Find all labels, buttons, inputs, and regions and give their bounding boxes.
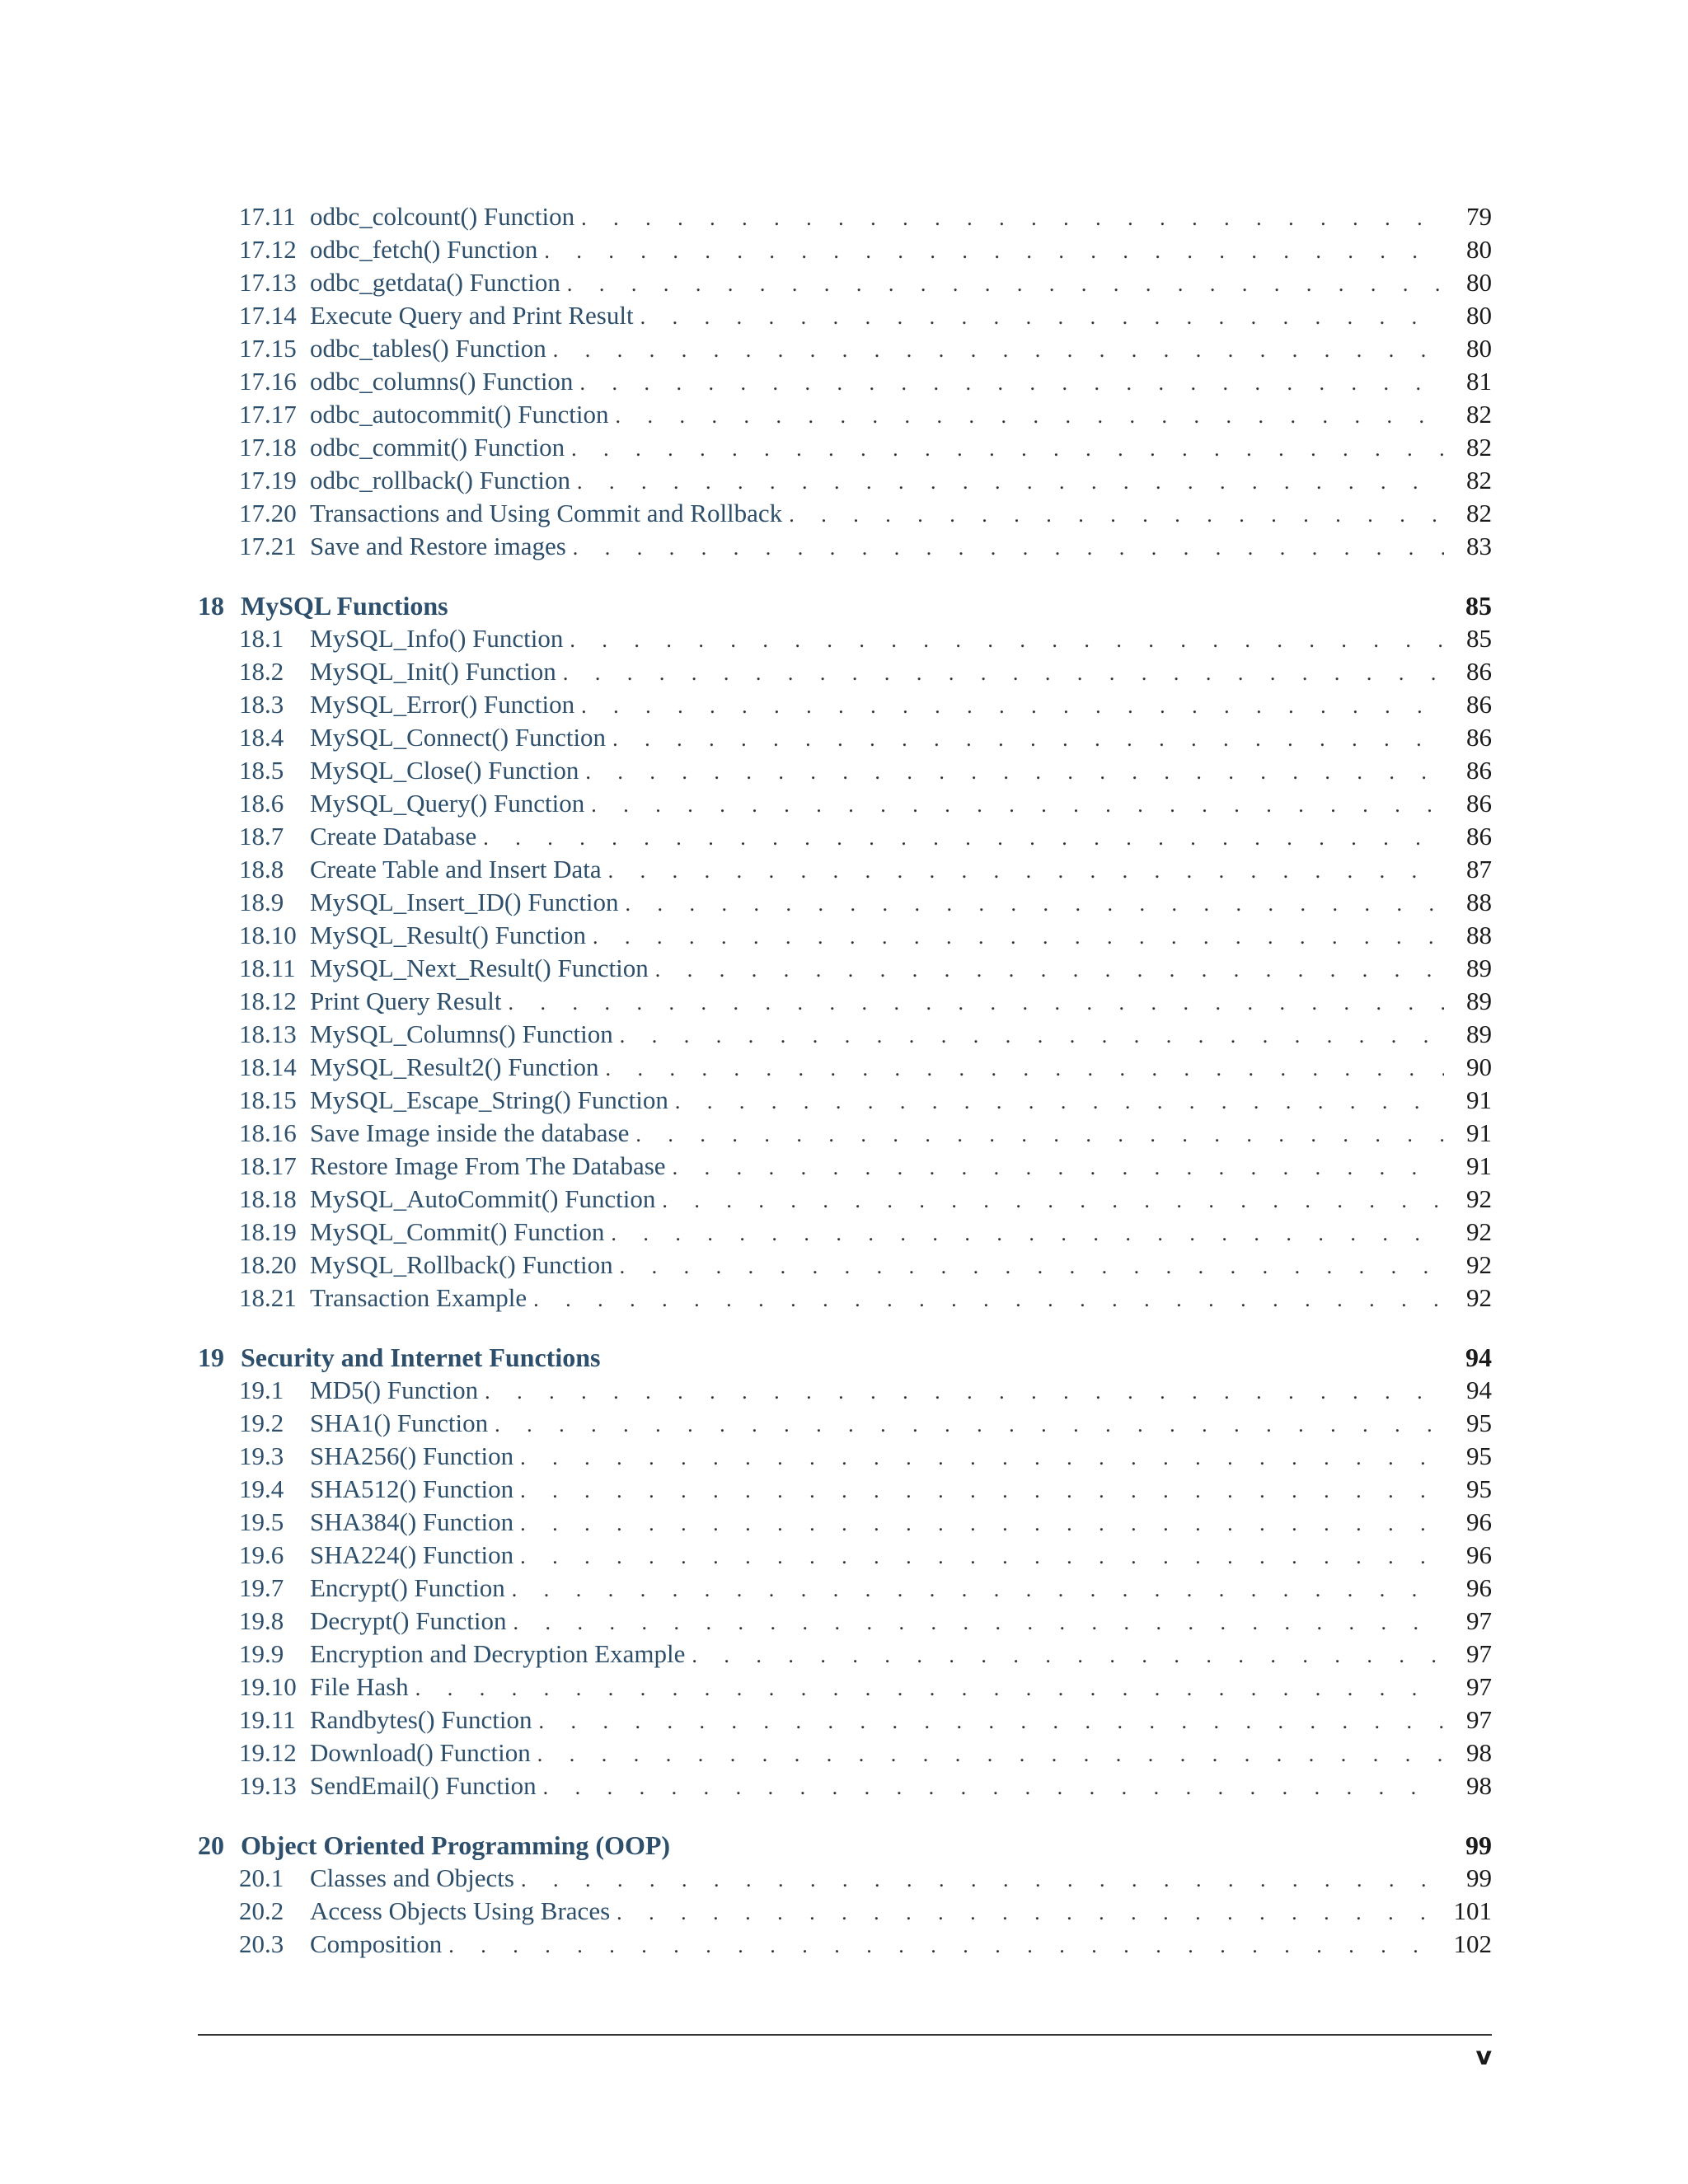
toc-entry-number[interactable]: 18.20 bbox=[239, 1250, 297, 1279]
toc-entry-number[interactable]: 19.3 bbox=[239, 1441, 284, 1470]
toc-section-entry[interactable] bbox=[198, 655, 1492, 688]
toc-dot-leader bbox=[553, 334, 1444, 367]
toc-entry-page: 83 bbox=[1466, 532, 1492, 560]
toc-dot-leader bbox=[533, 1283, 1444, 1316]
toc-entry-page: 92 bbox=[1466, 1184, 1492, 1213]
toc-section-entry[interactable] bbox=[198, 1769, 1492, 1802]
toc-entry-number[interactable]: 17.21 bbox=[239, 532, 297, 560]
toc-entry-page: 92 bbox=[1466, 1217, 1492, 1246]
toc-entry-number[interactable]: 19.6 bbox=[239, 1540, 284, 1569]
toc-entry-page: 79 bbox=[1466, 202, 1492, 231]
toc-entry-title[interactable]: odbc_commit() Function bbox=[310, 433, 565, 462]
toc-dot-leader bbox=[579, 367, 1444, 400]
toc-entry-page: 97 bbox=[1466, 1672, 1492, 1701]
toc-section-entry[interactable] bbox=[198, 1605, 1492, 1638]
toc-section-entry[interactable] bbox=[198, 1928, 1492, 1961]
toc-section-entry[interactable] bbox=[198, 1862, 1492, 1895]
toc-section-entry[interactable] bbox=[198, 952, 1492, 985]
toc-entry-page: 101 bbox=[1453, 1896, 1492, 1925]
toc-entry-title[interactable]: MySQL_Next_Result() Function bbox=[310, 954, 649, 982]
toc-entry-title[interactable]: odbc_tables() Function bbox=[310, 334, 546, 363]
toc-dot-leader bbox=[563, 657, 1444, 690]
toc-dot-leader bbox=[585, 756, 1444, 789]
toc-entry-number[interactable]: 19.9 bbox=[239, 1639, 284, 1668]
toc-entry-number[interactable]: 18.19 bbox=[239, 1217, 297, 1246]
toc-dot-leader bbox=[581, 202, 1444, 235]
toc-entry-title[interactable]: Security and Internet Functions bbox=[241, 1343, 601, 1372]
toc-entry-page: 91 bbox=[1466, 1085, 1492, 1114]
toc-dot-leader bbox=[567, 268, 1444, 301]
toc-entry-number[interactable]: 17.18 bbox=[239, 433, 297, 462]
toc-entry-number[interactable]: 18.18 bbox=[239, 1184, 297, 1213]
toc-dot-leader bbox=[611, 1217, 1444, 1250]
toc-entry-number[interactable]: 18.13 bbox=[239, 1019, 297, 1048]
toc-entry-title[interactable]: odbc_getdata() Function bbox=[310, 268, 560, 297]
toc-entry-number[interactable]: 17.16 bbox=[239, 367, 297, 396]
toc-entry-number[interactable]: 17.15 bbox=[239, 334, 297, 363]
toc-entry-number[interactable]: 18.21 bbox=[239, 1283, 297, 1312]
toc-entry-title[interactable]: odbc_colcount() Function bbox=[310, 202, 575, 231]
toc-entry-page: 88 bbox=[1466, 888, 1492, 916]
toc-entry-page: 91 bbox=[1466, 1151, 1492, 1180]
toc-entry-page: 99 bbox=[1466, 1863, 1492, 1892]
table-of-contents bbox=[198, 200, 1492, 1961]
toc-entry-page: 102 bbox=[1453, 1929, 1492, 1958]
toc-entry-number[interactable]: 20.3 bbox=[239, 1929, 284, 1958]
toc-section-entry[interactable] bbox=[198, 1117, 1492, 1150]
toc-section-entry[interactable] bbox=[198, 530, 1492, 563]
toc-entry-title[interactable]: Save and Restore images bbox=[310, 532, 566, 560]
toc-entry-page: 82 bbox=[1466, 433, 1492, 462]
toc-entry-page: 86 bbox=[1466, 657, 1492, 686]
toc-dot-leader bbox=[520, 1540, 1444, 1573]
toc-entry-number[interactable]: 20.1 bbox=[239, 1863, 284, 1892]
toc-entry-page: 80 bbox=[1466, 268, 1492, 297]
toc-entry-title[interactable]: SHA1() Function bbox=[310, 1408, 489, 1437]
toc-entry-page: 95 bbox=[1466, 1408, 1492, 1437]
toc-dot-leader bbox=[539, 1705, 1445, 1738]
toc-entry-page: 86 bbox=[1466, 822, 1492, 851]
toc-section-entry[interactable] bbox=[198, 1638, 1492, 1671]
toc-dot-leader bbox=[521, 1863, 1444, 1896]
toc-entry-page: 92 bbox=[1466, 1283, 1492, 1312]
toc-entry-page: 97 bbox=[1466, 1705, 1492, 1734]
toc-entry-page: 96 bbox=[1466, 1540, 1492, 1569]
toc-entry-number[interactable]: 18.8 bbox=[239, 855, 284, 883]
toc-section-entry[interactable] bbox=[198, 1183, 1492, 1216]
toc-entry-page: 88 bbox=[1466, 921, 1492, 949]
toc-entry-title[interactable]: Download() Function bbox=[310, 1738, 531, 1767]
toc-dot-leader bbox=[571, 433, 1444, 466]
toc-entry-page: 80 bbox=[1466, 235, 1492, 264]
toc-entry-number[interactable]: 18.7 bbox=[239, 822, 284, 851]
toc-dot-leader bbox=[520, 1474, 1444, 1507]
toc-section-entry[interactable] bbox=[198, 1440, 1492, 1473]
toc-entry-title[interactable]: MySQL_Insert_ID() Function bbox=[310, 888, 619, 916]
toc-dot-leader bbox=[608, 855, 1444, 888]
toc-entry-title[interactable]: odbc_fetch() Function bbox=[310, 235, 538, 264]
toc-dot-leader bbox=[448, 1929, 1444, 1962]
toc-section-entry[interactable] bbox=[198, 1539, 1492, 1572]
toc-entry-page: 81 bbox=[1466, 367, 1492, 396]
toc-dot-leader bbox=[512, 1573, 1444, 1606]
toc-entry-number[interactable]: 18.10 bbox=[239, 921, 297, 949]
toc-entry-page: 95 bbox=[1466, 1441, 1492, 1470]
toc-entry-page: 86 bbox=[1466, 723, 1492, 752]
toc-entry-title[interactable]: Access Objects Using Braces bbox=[310, 1896, 611, 1925]
toc-entry-number[interactable]: 20.2 bbox=[239, 1896, 284, 1925]
toc-entry-page: 80 bbox=[1466, 301, 1492, 330]
toc-entry-number[interactable]: 19.13 bbox=[239, 1771, 297, 1800]
toc-section-entry[interactable] bbox=[198, 1736, 1492, 1769]
toc-entry-title[interactable]: Composition bbox=[310, 1929, 443, 1958]
toc-entry-title[interactable]: Transaction Example bbox=[310, 1283, 528, 1312]
toc-entry-title[interactable]: Object Oriented Programming (OOP) bbox=[241, 1830, 671, 1860]
toc-section-entry[interactable] bbox=[198, 266, 1492, 299]
toc-entry-number[interactable]: 19.12 bbox=[239, 1738, 297, 1767]
toc-entry-number[interactable]: 18.15 bbox=[239, 1085, 297, 1114]
toc-entry-title[interactable]: Execute Query and Print Result bbox=[310, 301, 634, 330]
toc-section-entry[interactable] bbox=[198, 299, 1492, 332]
toc-entry-page: 82 bbox=[1466, 499, 1492, 527]
toc-section-entry[interactable] bbox=[198, 1249, 1492, 1282]
toc-entry-title[interactable]: Print Query Result bbox=[310, 987, 502, 1015]
toc-entry-title[interactable]: odbc_autocommit() Function bbox=[310, 400, 609, 429]
toc-entry-page: 97 bbox=[1466, 1639, 1492, 1668]
toc-entry-title[interactable]: MySQL_Result() Function bbox=[310, 921, 586, 949]
toc-entry-page: 96 bbox=[1466, 1507, 1492, 1536]
toc-entry-page: 92 bbox=[1466, 1250, 1492, 1279]
toc-entry-number[interactable]: 18.2 bbox=[239, 657, 284, 686]
toc-entry-title[interactable]: SHA512() Function bbox=[310, 1474, 514, 1503]
toc-section-entry[interactable] bbox=[198, 1572, 1492, 1605]
toc-dot-leader bbox=[570, 624, 1444, 657]
toc-entry-page: 86 bbox=[1466, 690, 1492, 719]
toc-entry-page: 91 bbox=[1466, 1118, 1492, 1147]
toc-entry-title[interactable]: Classes and Objects bbox=[310, 1863, 514, 1892]
toc-entry-number[interactable]: 19.10 bbox=[239, 1672, 297, 1701]
toc-entry-number[interactable]: 18.3 bbox=[239, 690, 284, 719]
toc-entry-number[interactable]: 18.16 bbox=[239, 1118, 297, 1147]
toc-dot-leader bbox=[692, 1639, 1444, 1672]
toc-entry-title[interactable]: Decrypt() Function bbox=[310, 1606, 507, 1635]
toc-chapter-entry[interactable] bbox=[198, 1341, 1492, 1374]
toc-entry-number[interactable]: 17.17 bbox=[239, 400, 297, 429]
toc-section-entry[interactable] bbox=[198, 985, 1492, 1018]
toc-section-entry[interactable] bbox=[198, 1473, 1492, 1506]
toc-entry-number[interactable]: 18.12 bbox=[239, 987, 297, 1015]
toc-section-entry[interactable] bbox=[198, 497, 1492, 530]
toc-section-entry[interactable] bbox=[198, 1704, 1492, 1736]
toc-section-entry[interactable] bbox=[198, 919, 1492, 952]
toc-entry-title[interactable]: MD5() Function bbox=[310, 1376, 479, 1404]
toc-entry-number[interactable]: 19.1 bbox=[239, 1376, 284, 1404]
toc-dot-leader bbox=[415, 1672, 1444, 1705]
toc-entry-number[interactable]: 19.11 bbox=[239, 1705, 296, 1734]
toc-section-entry[interactable] bbox=[198, 398, 1492, 431]
toc-entry-title[interactable]: SHA256() Function bbox=[310, 1441, 514, 1470]
toc-dot-leader bbox=[612, 723, 1444, 756]
toc-entry-title[interactable]: SHA224() Function bbox=[310, 1540, 514, 1569]
toc-chapter-entry[interactable] bbox=[198, 589, 1492, 622]
toc-section-entry[interactable] bbox=[198, 1282, 1492, 1315]
toc-dot-leader bbox=[635, 1118, 1444, 1151]
toc-entry-title[interactable]: Transactions and Using Commit and Rollback bbox=[310, 499, 783, 527]
toc-entry-title[interactable]: Create Database bbox=[310, 822, 477, 851]
toc-entry-number[interactable]: 17.20 bbox=[239, 499, 297, 527]
toc-entry-title[interactable]: SHA384() Function bbox=[310, 1507, 514, 1536]
toc-entry-title[interactable]: MySQL Functions bbox=[241, 591, 448, 621]
toc-dot-leader bbox=[581, 690, 1444, 723]
toc-entry-number[interactable]: 18.14 bbox=[239, 1052, 297, 1081]
toc-entry-page: 89 bbox=[1466, 987, 1492, 1015]
toc-entry-page: 94 bbox=[1466, 1376, 1492, 1404]
toc-entry-page: 86 bbox=[1466, 756, 1492, 785]
toc-entry-title[interactable]: MySQL_Commit() Function bbox=[310, 1217, 605, 1246]
toc-entry-number[interactable]: 18.1 bbox=[239, 624, 284, 653]
toc-entry-number[interactable]: 19.4 bbox=[239, 1474, 284, 1503]
toc-entry-title[interactable]: Encryption and Decryption Example bbox=[310, 1639, 686, 1668]
toc-section-entry[interactable] bbox=[198, 853, 1492, 886]
toc-entry-title[interactable]: odbc_columns() Function bbox=[310, 367, 574, 396]
toc-dot-leader bbox=[662, 1184, 1444, 1217]
toc-entry-page: 87 bbox=[1466, 855, 1492, 883]
toc-chapter-entry[interactable] bbox=[198, 1829, 1492, 1862]
toc-entry-number[interactable]: 17.19 bbox=[239, 466, 297, 494]
toc-entry-page: 85 bbox=[1465, 591, 1492, 621]
toc-dot-leader bbox=[673, 1151, 1444, 1184]
toc-entry-page: 90 bbox=[1466, 1052, 1492, 1081]
toc-dot-leader bbox=[620, 1250, 1444, 1283]
toc-dot-leader bbox=[495, 1408, 1444, 1441]
toc-entry-title[interactable]: MySQL_Info() Function bbox=[310, 624, 564, 653]
toc-entry-page: 96 bbox=[1466, 1573, 1492, 1602]
toc-dot-leader bbox=[605, 1052, 1444, 1085]
toc-entry-title[interactable]: Randbytes() Function bbox=[310, 1705, 532, 1734]
toc-section-entry[interactable] bbox=[198, 365, 1492, 398]
toc-section-entry[interactable] bbox=[198, 688, 1492, 721]
toc-section-entry[interactable] bbox=[198, 200, 1492, 233]
toc-entry-title[interactable]: File Hash bbox=[310, 1672, 409, 1701]
toc-entry-number[interactable]: 20 bbox=[198, 1830, 224, 1860]
toc-section-entry[interactable] bbox=[198, 332, 1492, 365]
toc-dot-leader bbox=[617, 1896, 1444, 1929]
toc-dot-leader bbox=[485, 1376, 1444, 1408]
toc-dot-leader bbox=[573, 532, 1444, 565]
toc-section-entry[interactable] bbox=[198, 1374, 1492, 1407]
toc-dot-leader bbox=[520, 1441, 1444, 1474]
toc-section-entry[interactable] bbox=[198, 820, 1492, 853]
toc-entry-title[interactable]: odbc_rollback() Function bbox=[310, 466, 570, 494]
toc-entry-number[interactable]: 18.6 bbox=[239, 789, 284, 818]
toc-section-entry[interactable] bbox=[198, 1506, 1492, 1539]
toc-entry-number[interactable]: 17.14 bbox=[239, 301, 297, 330]
toc-entry-page: 82 bbox=[1466, 466, 1492, 494]
toc-section-entry[interactable] bbox=[198, 1671, 1492, 1704]
toc-section-entry[interactable] bbox=[198, 1407, 1492, 1440]
toc-section-entry[interactable] bbox=[198, 1150, 1492, 1183]
toc-section-entry[interactable] bbox=[198, 431, 1492, 464]
toc-dot-leader bbox=[537, 1738, 1444, 1771]
toc-entry-page: 86 bbox=[1466, 789, 1492, 818]
toc-entry-number[interactable]: 19.2 bbox=[239, 1408, 284, 1437]
toc-entry-title[interactable]: Encrypt() Function bbox=[310, 1573, 505, 1602]
toc-section-entry[interactable] bbox=[198, 622, 1492, 655]
toc-dot-leader bbox=[483, 822, 1444, 855]
toc-dot-leader bbox=[620, 1019, 1444, 1052]
toc-entry-page: 99 bbox=[1465, 1830, 1492, 1860]
toc-entry-title[interactable]: MySQL_Connect() Function bbox=[310, 723, 607, 752]
toc-entry-title[interactable]: Restore Image From The Database bbox=[310, 1151, 666, 1180]
toc-section-entry[interactable] bbox=[198, 464, 1492, 497]
toc-dot-leader bbox=[544, 235, 1444, 268]
toc-section-entry[interactable] bbox=[198, 721, 1492, 754]
toc-entry-title[interactable]: SendEmail() Function bbox=[310, 1771, 537, 1800]
toc-entry-page: 98 bbox=[1466, 1738, 1492, 1767]
toc-entry-number[interactable]: 17.11 bbox=[239, 202, 296, 231]
toc-entry-page: 95 bbox=[1466, 1474, 1492, 1503]
toc-entry-page: 94 bbox=[1465, 1343, 1492, 1372]
toc-entry-title[interactable]: MySQL_Close() Function bbox=[310, 756, 579, 785]
toc-entry-title[interactable]: MySQL_Error() Function bbox=[310, 690, 575, 719]
toc-entry-number[interactable]: 18.9 bbox=[239, 888, 284, 916]
toc-entry-title[interactable]: Create Table and Insert Data bbox=[310, 855, 602, 883]
toc-entry-page: 82 bbox=[1466, 400, 1492, 429]
toc-entry-title[interactable]: MySQL_Result2() Function bbox=[310, 1052, 599, 1081]
toc-entry-number[interactable]: 17.12 bbox=[239, 235, 297, 264]
toc-entry-page: 85 bbox=[1466, 624, 1492, 653]
toc-dot-leader bbox=[591, 789, 1444, 822]
toc-dot-leader bbox=[593, 921, 1444, 954]
toc-entry-number[interactable]: 17.13 bbox=[239, 268, 297, 297]
toc-entry-page: 80 bbox=[1466, 334, 1492, 363]
toc-section-entry[interactable] bbox=[198, 1018, 1492, 1051]
toc-dot-leader bbox=[675, 1085, 1444, 1118]
toc-entry-number[interactable]: 19.7 bbox=[239, 1573, 284, 1602]
toc-entry-page: 98 bbox=[1466, 1771, 1492, 1800]
toc-entry-number[interactable]: 18.11 bbox=[239, 954, 296, 982]
toc-entry-number[interactable]: 18 bbox=[198, 591, 224, 621]
toc-entry-title[interactable]: MySQL_Init() Function bbox=[310, 657, 556, 686]
toc-entry-title[interactable]: MySQL_Columns() Function bbox=[310, 1019, 613, 1048]
toc-entry-page: 97 bbox=[1466, 1606, 1492, 1635]
toc-entry-page: 89 bbox=[1466, 1019, 1492, 1048]
toc-section-entry[interactable] bbox=[198, 1216, 1492, 1249]
toc-section-entry[interactable] bbox=[198, 233, 1492, 266]
toc-dot-leader bbox=[520, 1507, 1444, 1540]
toc-entry-number[interactable]: 19.8 bbox=[239, 1606, 284, 1635]
toc-section-entry[interactable] bbox=[198, 1895, 1492, 1928]
toc-dot-leader bbox=[789, 499, 1444, 532]
toc-entry-number[interactable]: 19.5 bbox=[239, 1507, 284, 1536]
toc-entry-number[interactable]: 19 bbox=[198, 1343, 224, 1372]
toc-entry-title[interactable]: MySQL_Escape_String() Function bbox=[310, 1085, 668, 1114]
toc-entry-title[interactable]: MySQL_Query() Function bbox=[310, 789, 585, 818]
toc-dot-leader bbox=[615, 400, 1444, 433]
toc-entry-title[interactable]: Save Image inside the database bbox=[310, 1118, 630, 1147]
toc-dot-leader bbox=[513, 1606, 1444, 1639]
toc-dot-leader bbox=[626, 888, 1444, 921]
toc-section-entry[interactable] bbox=[198, 1051, 1492, 1084]
toc-dot-leader bbox=[509, 987, 1445, 1019]
toc-entry-number[interactable]: 18.5 bbox=[239, 756, 284, 785]
toc-entry-number[interactable]: 18.4 bbox=[239, 723, 284, 752]
toc-dot-leader bbox=[655, 954, 1444, 987]
toc-entry-title[interactable]: MySQL_Rollback() Function bbox=[310, 1250, 613, 1279]
toc-entry-title[interactable]: MySQL_AutoCommit() Function bbox=[310, 1184, 656, 1213]
toc-dot-leader bbox=[640, 301, 1444, 334]
toc-dot-leader bbox=[543, 1771, 1444, 1804]
toc-entry-number[interactable]: 18.17 bbox=[239, 1151, 297, 1180]
toc-section-entry[interactable] bbox=[198, 754, 1492, 787]
toc-entry-page: 89 bbox=[1466, 954, 1492, 982]
toc-dot-leader bbox=[577, 466, 1444, 499]
toc-section-entry[interactable] bbox=[198, 787, 1492, 820]
toc-section-entry[interactable] bbox=[198, 1084, 1492, 1117]
footer-page-number: v bbox=[1475, 2042, 1492, 2071]
footer-rule bbox=[198, 2034, 1492, 2036]
toc-section-entry[interactable] bbox=[198, 886, 1492, 919]
